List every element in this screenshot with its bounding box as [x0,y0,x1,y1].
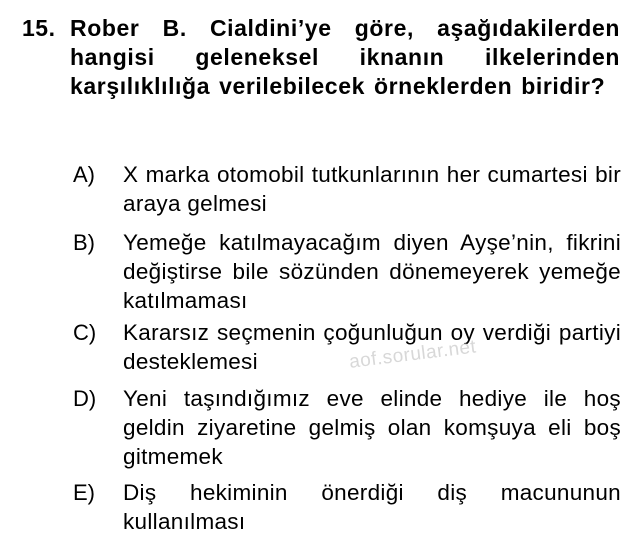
option-e-letter: E) [73,480,95,505]
option-c-text: Kararsız seçmenin çoğunluğun oy verdiği partiyi desteklemesi [123,320,621,374]
option-e-text: Diş hekiminin önerdiği diş macununun kullanılması [123,480,621,534]
option-c-letter: C) [73,320,97,345]
option-b-letter: B) [73,230,95,255]
option-d-text: Yeni taşındığımız eve elinde hediye ile hoş geldin ziyaretine gelmiş olan komşuya eli boş gitmemek [123,386,621,469]
option-d-letter: D) [73,386,97,411]
option-b-text: Yemeğe katılmayacağım diyen Ayşe’nin, fikrini değiştirse bile sözünden dönemeyerek yemeğe katılmaması [123,230,621,313]
question-number: 15. [22,15,56,41]
question-stem: Rober B. Cialdini’ye göre, aşağıdakilerden hangisi geleneksel iknanın ilkelerinden karşılıklılığa verilebilecek örneklerden biridir? [70,15,620,99]
watermark-center: aof.sorular.net [348,336,478,373]
option-a-text: X marka otomobil tutkunlarının her cumartesi bir araya gelmesi [123,162,621,216]
option-a-letter: A) [73,162,95,187]
